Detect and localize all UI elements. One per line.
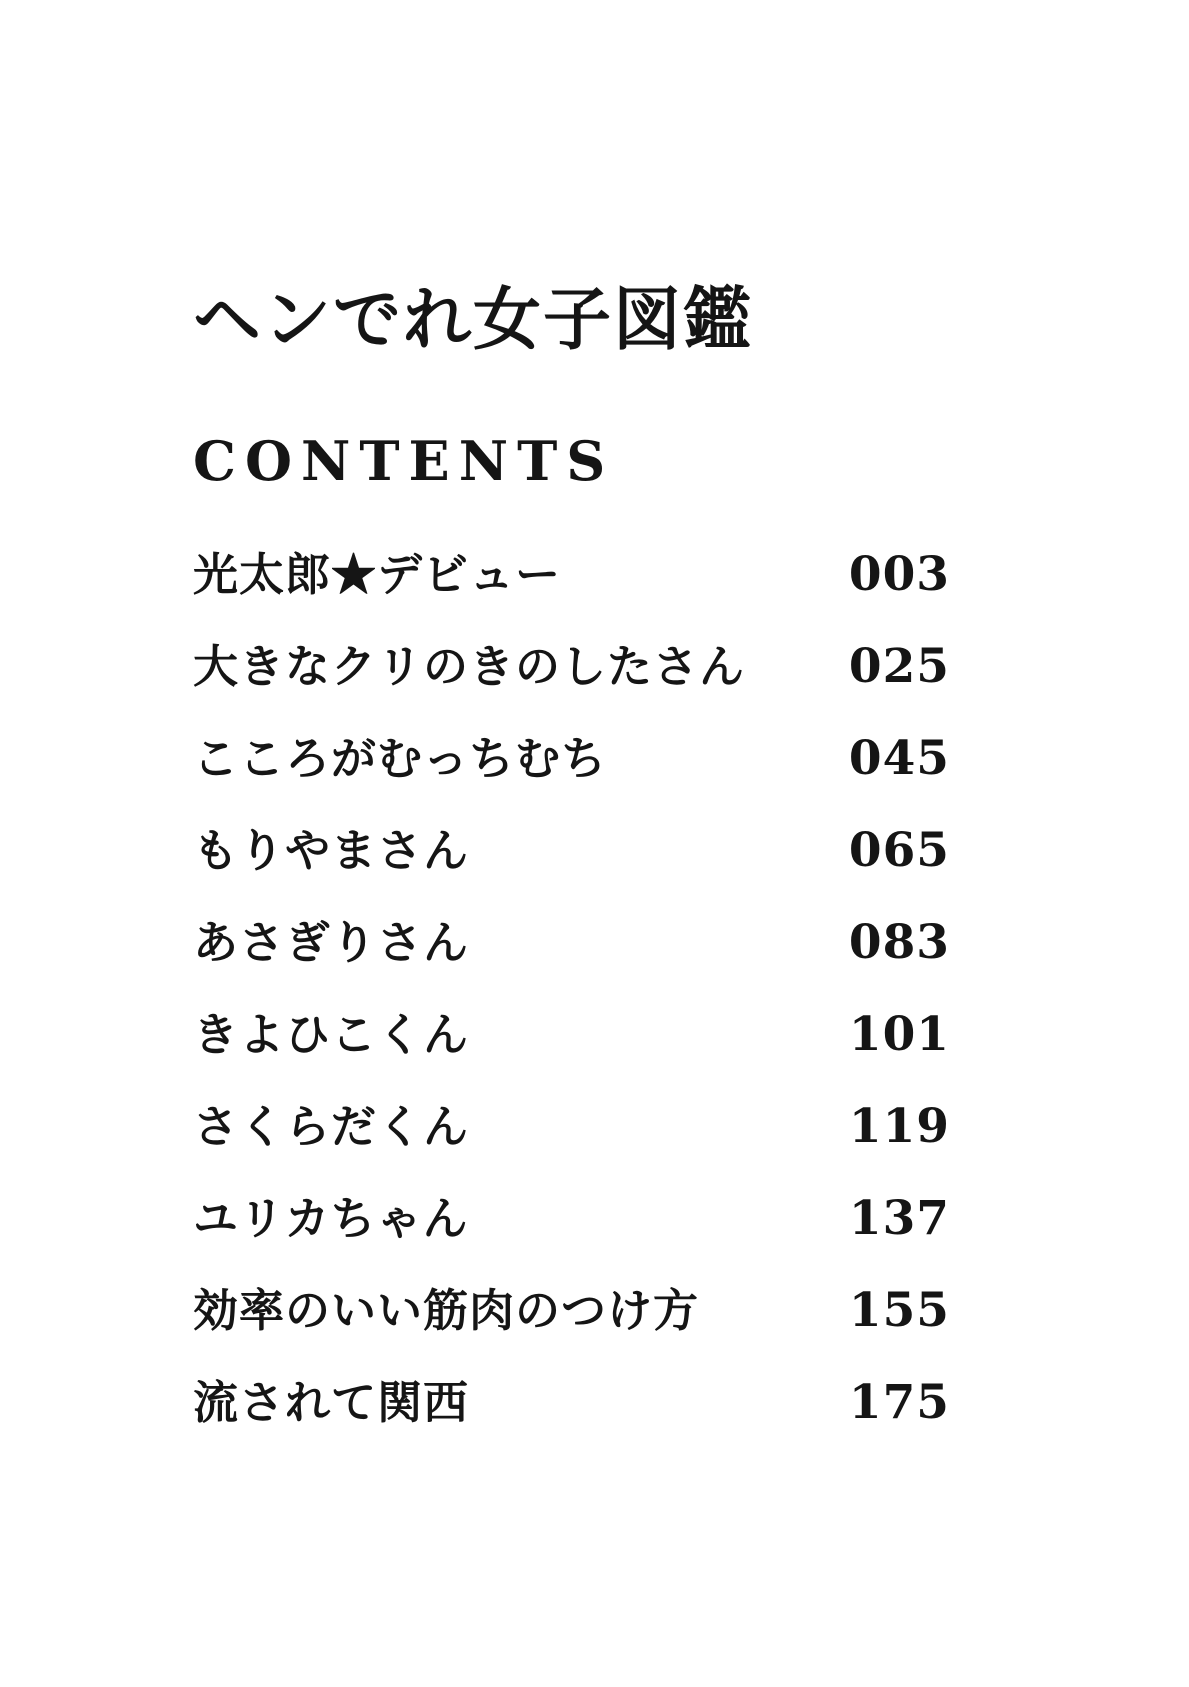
toc-entry-title: さくらだくん (193, 1099, 470, 1153)
toc-entry-page-number: 065 (848, 822, 950, 878)
toc-entry-title: ユリカちゃん (193, 1191, 469, 1245)
book-title: ヘンでれ女子図鑑 (193, 280, 754, 360)
toc-row (193, 1080, 950, 1172)
page-content (193, 280, 950, 1448)
toc-row (193, 620, 950, 712)
toc-entry-title: 大きなクリのきのしたさん (193, 639, 746, 693)
toc-entry-title: 効率のいい筋肉のつけ方 (193, 1283, 700, 1337)
toc-entry-page-number: 025 (848, 638, 950, 694)
toc-entry-title: こころがむっちむち (193, 731, 608, 785)
toc-row (193, 1356, 950, 1448)
toc-entry-page-number: 045 (848, 730, 950, 786)
toc-entry-title: もりやまさん (193, 823, 470, 877)
contents-heading: CONTENTS (193, 429, 615, 493)
toc-entry-title: 光太郎★デビュー (193, 547, 562, 601)
toc-row (193, 528, 950, 620)
toc-entry-page-number: 101 (848, 1006, 950, 1062)
toc-entry-page-number: 175 (848, 1374, 950, 1430)
toc-entry-page-number: 155 (848, 1282, 950, 1338)
toc-row (193, 896, 950, 988)
toc-row (193, 804, 950, 896)
toc-row (193, 1264, 950, 1356)
toc-entry-page-number: 083 (848, 914, 950, 970)
toc-entry-page-number: 003 (848, 546, 950, 602)
toc-entry-page-number: 137 (848, 1190, 950, 1246)
toc-entry-title: あさぎりさん (193, 915, 470, 969)
toc-row (193, 988, 950, 1080)
toc-entry-page-number: 119 (848, 1098, 950, 1154)
toc-row (193, 1172, 950, 1264)
toc-list (193, 528, 950, 1448)
toc-row (193, 712, 950, 804)
toc-entry-title: 流されて関西 (193, 1375, 470, 1429)
toc-entry-title: きよひこくん (193, 1007, 470, 1061)
